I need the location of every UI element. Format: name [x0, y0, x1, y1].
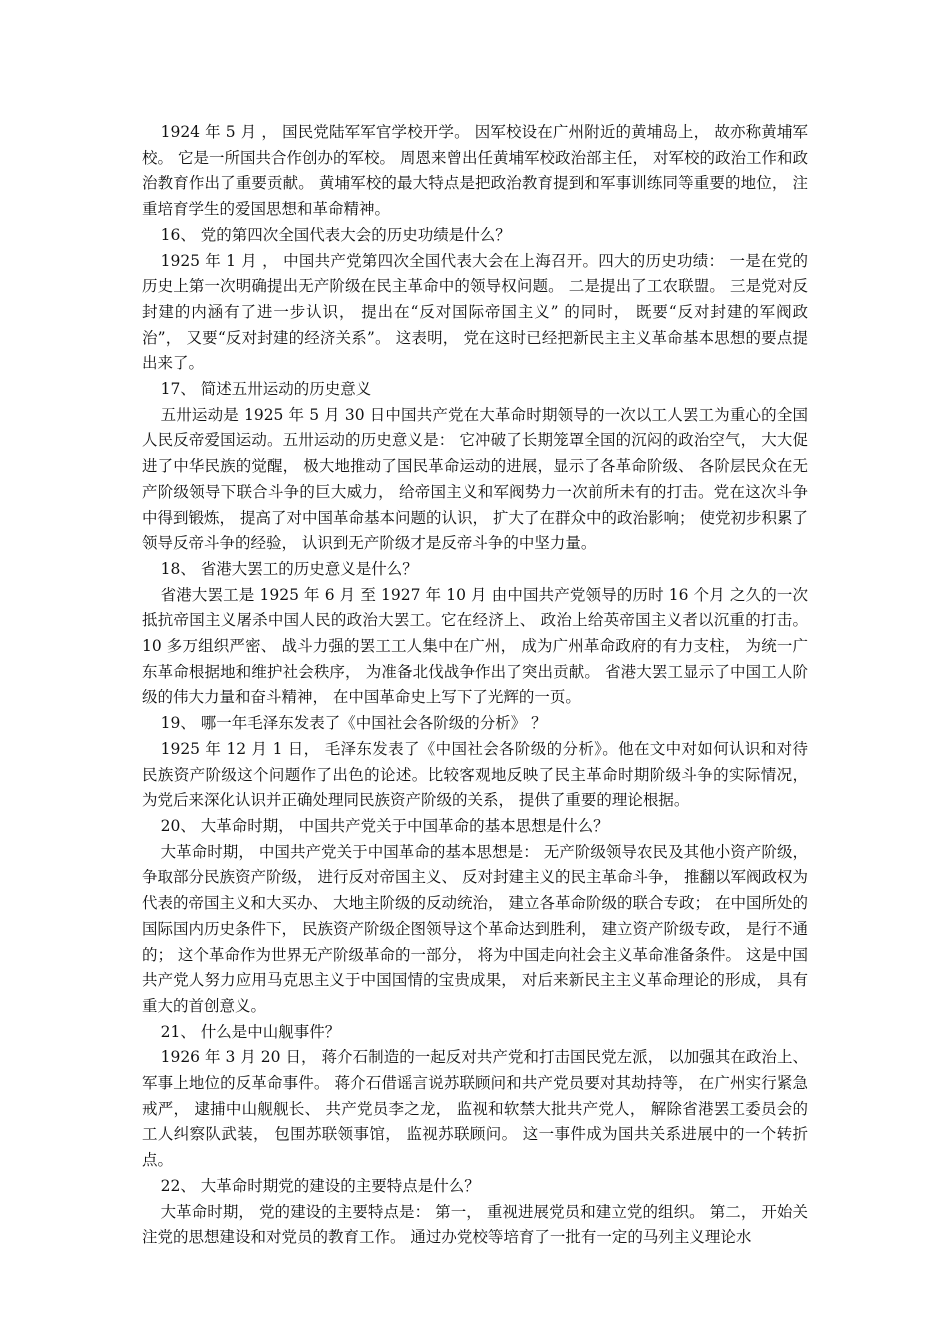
paragraph-whampoa: 1924 年 5 月 ， 国民党陆军军官学校开学。 因军校设在广州附近的黄埔岛上， 故亦称黄埔军校。 它是一所国共合作创办的军校。 周恩来曾出任黄埔军校政治部主任， 对军校的政治工作和政治教育作出了重要贡献。 黄埔军校的最大特点是把政治教育提到和军事训练同等重要的地位， 注重培育学生的爱国思想和革命精神。	[142, 123, 808, 219]
answer-17: 五卅运动是 1925 年 5 月 30 日中国共产党在大革命时期领导的一次以工人罢工为重心的全国人民反帝爱国运动。五卅运动的历史意义是： 它冲破了长期笼罩全国的沉闷的政治空气， 大大促进了中华民族的觉醒， 极大地推动了国民革命运动的进展，显示了各革命阶级、 各阶层民众在无产阶级领导下联合斗争的巨大威力， 给帝国主义和军阀势力一次前所未有的打击。党在这次斗争中得到锻炼， 提高了对中国革命基本问题的认识， 扩大了在群众中的政治影响； 使党初步积累了领导反帝斗争的经验， 认识到无产阶级才是反帝斗争的中坚力量。	[142, 405, 808, 553]
question-21: 21、 什么是中山舰事件？	[160, 1022, 341, 1041]
answer-16: 1925 年 1 月 ， 中国共产党第四次全国代表大会在上海召开。四大的历史功绩： 一是在党的历史上第一次明确提出无产阶级在民主革命中的领导权问题。 二是提出了工农联盟。 三是党对反封建的内涵有了进一步认识， 提出在“反对国际帝国主义” 的同时， 既要“反对封建的军阀政治”， 又要“反对封建的经济关系”。 这表明， 党在这时已经把新民主主义革命基本思想的要点提出来了。	[142, 251, 808, 373]
answer-22: 大革命时期， 党的建设的主要特点是： 第一， 重视进展党员和建立党的组织。 第二， 开始关注党的思想建设和对党员的教育工作。 通过办党校等培育了一批有一定的马列主义理论水	[142, 1202, 808, 1247]
question-20: 20、 大革命时期， 中国共产党关于中国革命的基本思想是什么？	[160, 816, 609, 835]
answer-20: 大革命时期， 中国共产党关于中国革命的基本思想是： 无产阶级领导农民及其他小资产阶级， 争取部分民族资产阶级， 进行反对帝国主义、 反对封建主义的民主革命斗争， 推翻以军阀政权为代表的帝国主义和大买办、 大地主阶级的反动统治， 建立各革命阶级的联合专政； 在中国所处的国际国内历史条件下， 民族资产阶级企图领导这个革命达到胜利， 建立资产阶级专政， 是行不通的； 这个革命作为世界无产阶级革命的一部分， 将为中国走向社会主义革命准备条件。 这是中国共产党人努力应用马克思主义于中国国情的宝贵成果， 对后来新民主主义革命理论的形成， 具有重大的首创意义。	[142, 842, 808, 1015]
answer-19: 1925 年 12 月 1 日， 毛泽东发表了《中国社会各阶级的分析》。他在文中对如何认识和对待民族资产阶级这个问题作了出色的论述。比较客观地反映了民主革命时期阶级斗争的实际情况， 为党后来深化认识并正确处理同民族资产阶级的关系， 提供了重要的理论根据。	[142, 739, 808, 810]
answer-18: 省港大罢工是 1925 年 6 月 至 1927 年 10 月 由中国共产党领导的历时 16 个月 之久的一次抵抗帝国主义屠杀中国人民的政治大罢工。它在经济上、 政治上给英帝国主义者以沉重的打击。 10 多万组织严密、 战斗力强的罢工工人集中在广州， 成为广州革命政府的有力支柱， 为统一广东革命根据地和维护社会秩序， 为准备北伐战争作出了突出贡献。 省港大罢工显示了中国工人阶级的伟大力量和奋斗精神， 在中国革命史上写下了光辉的一页。	[142, 585, 808, 707]
question-16: 16、 党的第四次全国代表大会的历史功绩是什么？	[160, 225, 511, 244]
question-22: 22、 大革命时期党的建设的主要特点是什么？	[160, 1176, 480, 1195]
question-17: 17、 简述五卅运动的历史意义	[160, 380, 372, 399]
question-18: 18、 省港大罢工的历史意义是什么？	[160, 559, 418, 578]
document-body	[142, 120, 808, 1251]
answer-21: 1926 年 3 月 20 日， 蒋介石制造的一起反对共产党和打击国民党左派， 以加强其在政治上、 军事上地位的反革命事件。 蒋介石借谣言说苏联顾问和共产党员要对其劫持等， 在广州实行紧急戒严， 逮捕中山舰舰长、 共产党员李之龙， 监视和软禁大批共产党人， 解除省港罢工委员会的工人纠察队武装， 包围苏联领事馆， 监视苏联顾问。 这一事件成为国共关系进展中的一个转折点。	[142, 1048, 808, 1170]
question-19: 19、 哪一年毛泽东发表了《中国社会各阶级的分析》 ？	[160, 714, 547, 733]
